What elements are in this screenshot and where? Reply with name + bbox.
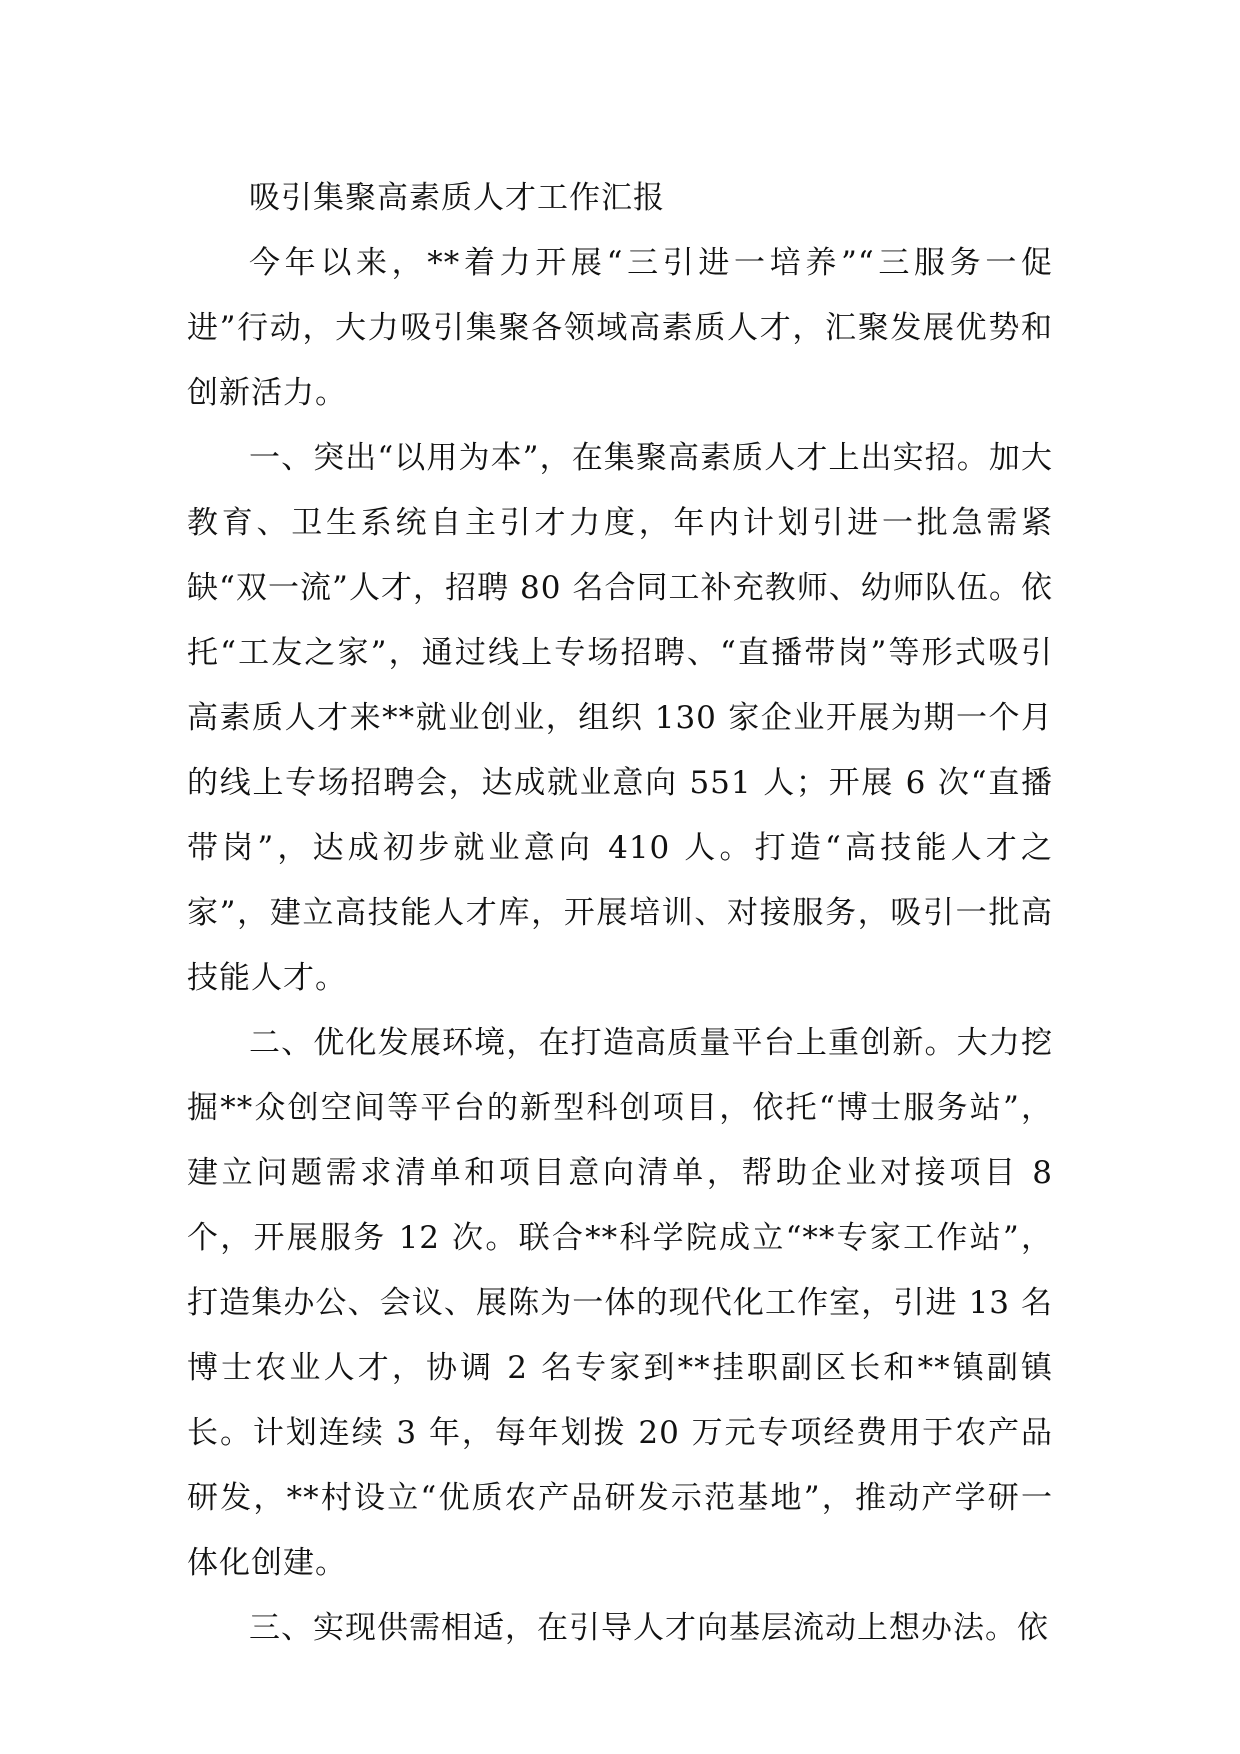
paragraph-intro: 今年以来，**着力开展“三引进一培养”“三服务一促进”行动，大力吸引集聚各领域高素质人才，汇聚发展优势和创新活力。 [187,245,1053,411]
paragraph-section-one: 一、突出“以用为本”，在集聚高素质人才上出实招。加大教育、卫生系统自主引才力度，年内计划引进一批急需紧缺“双一流”人才，招聘 80 名合同工补充教师、幼师队伍。依托“工友之家”，通过线上专场招聘、“直播带岗”等形式吸引高素质人才来**就业创业，组织 130 家企业开展为期一个月的线上专场招聘会，达成就业意向 551 人；开展 6 次“直播带岗”，达成初步就业意向 410 人。打造“高技能人才之家”，建立高技能人才库，开展培训、对接服务，吸引一批高技能人才。 [187,440,1053,996]
paragraph-section-three: 三、实现供需相适，在引导人才向基层流动上想办法。依 [249,1610,1049,1646]
document-title: 吸引集聚高素质人才工作汇报 [249,180,665,216]
paragraph-section-two: 二、优化发展环境，在打造高质量平台上重创新。大力挖掘**众创空间等平台的新型科创项目，依托“博士服务站”，建立问题需求清单和项目意向清单，帮助企业对接项目 8 个，开展服务 12 次。联合**科学院成立“**专家工作站”，打造集办公、会议、展陈为一体的现代化工作室，引进 13 名博士农业人才，协调 2 名专家到**挂职副区长和**镇副镇长。计划连续 3 年，每年划拨 20 万元专项经费用于农产品研发，**村设立“优质农产品研发示范基地”，推动产学研一体化创建。 [187,1025,1053,1581]
document-body [187,166,1053,1661]
